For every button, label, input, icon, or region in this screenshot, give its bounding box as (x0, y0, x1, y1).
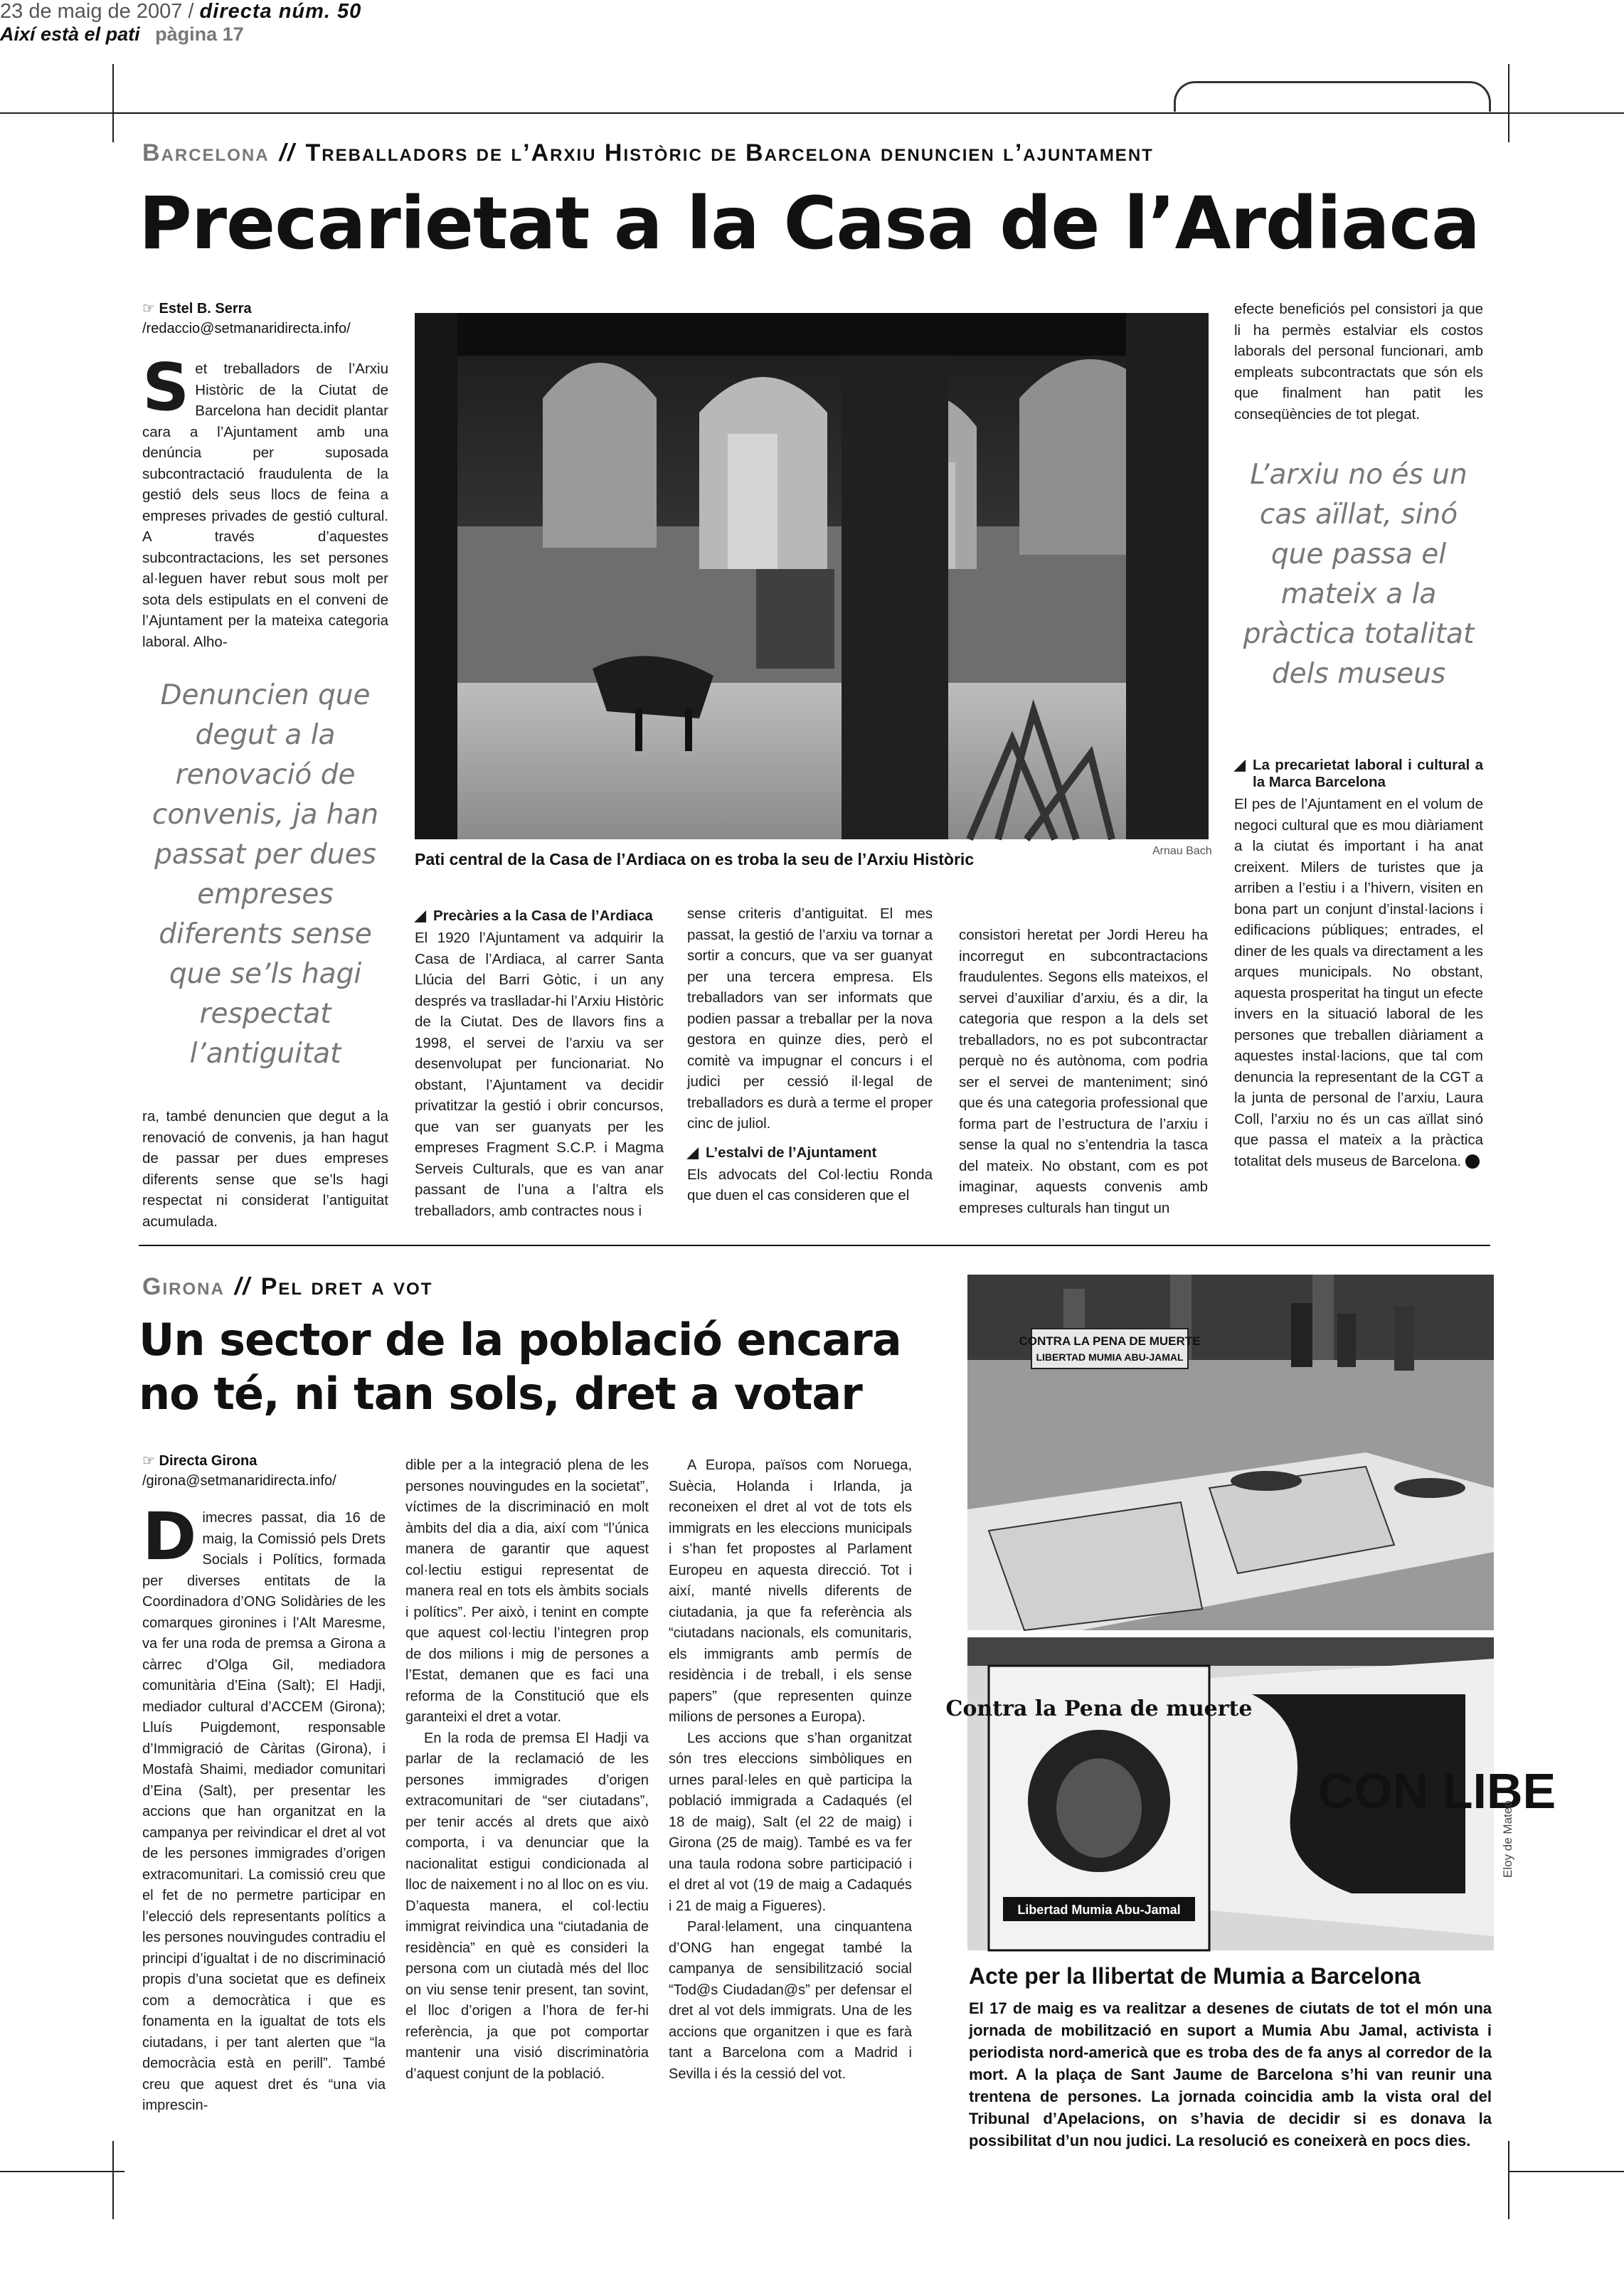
section-divider (139, 1245, 1490, 1246)
paragraph: sense criteris d’antiguitat. El mes passat, la gestió de l’arxiu va tornar a sortir a concurs, que va ser guanyat per una tercera empresa. Els treballadors van ser informats que podien passar a treballar per la nova gestora en quinze dies, però el comitè va impugnar el concurs i el judici per cessió il·legal de treballadors es durà a terme el proper cinc de juliol. (687, 905, 933, 1132)
article1-headline: Precarietat a la Casa de l’Ardiaca (139, 181, 1480, 266)
kicker-city: Barcelona (142, 139, 270, 166)
sidebar-text: El 17 de maig es va realitzar a desenes de ciutats de tot el món una jornada de mobilització en suport a Mumia Abu Jamal, activista i periodista nord-americà que es troba des de fa anys al corredor de la mort. A la plaça de Sant Jaume de Barcelona s’hi van reunir una trentena de persones. La jornada coincidia amb la vista oral del Tribunal d’Apelacions, on s’havia de decidir si es donava la possibilitat d’un nou judici. La resolució es coneixerà en pocs dies. (969, 1999, 1492, 2149)
article2-col1 (142, 1499, 386, 2117)
crop-mark (1508, 2141, 1509, 2219)
crop-mark (112, 64, 114, 142)
article1-col4 (959, 925, 1208, 1218)
article1-col5-cont (1234, 753, 1483, 1171)
drop-cap: S (142, 349, 190, 425)
paragraph: A Europa, països com Noruega, Suècia, Holanda i Irlanda, ja reconeixen el dret al vot de tots els immigrats en les eleccions municipals i s’han fet propostes al Parlament Europeu en aquesta direcció. Tot i així, manté nivells diferents de ciutadania, ja que fa referència als “ciutadans nacionals, els comunitaris, els immigrants amb permís de residència i de treball, i els sense papers” (que representen quinze milions de persones a Europa). (669, 1457, 912, 1725)
paragraph: et treballadors de l’Arxiu Històric de la Ciutat de Barcelona han decidit plantar cara a l’Ajuntament amb una denúncia per suposada subcontractació fraudulenta de la gestió dels seus llocs de feina a empreses privades de gestió cultural. A través d’aquestes subcontractacions, les set persones al·leguen haver rebut sous molt per sota dels estipulats en el conveni de l’Ajuntament per la mateixa categoria laboral. Alho- (142, 361, 388, 650)
subhead-text: Precàries a la Casa de l’Ardiaca (433, 908, 653, 924)
triangle-icon: ◢ (687, 1144, 699, 1161)
subhead-text: L’estalvi de l’Ajuntament (706, 1144, 877, 1161)
paragraph: En la roda de premsa El Hadji va parlar de la reclamació de les persones immigrades d’origen extracomunitari de “ser ciutadans”, per tenir accés al drets que això comporta, i va denunciar que la nacionalitat estigui condicionada al lloc de naixement i no al lloc on es viu. D’aquesta manera, el col·lectiu immigrat reivindica una “ciutadania de residència” en què es consideri la persona com un ciutadà més del lloc on viu sense tenir present, tan sovint, el lloc d’origen a l’hora de fer-hi referència, ja que pot comportar mantenir una visió discriminatòria d’aquest conjunt de la població. (405, 1730, 649, 2082)
kicker-city: Girona (142, 1273, 225, 1300)
paragraph: Els advocats del Col·lectiu Ronda que duen el cas consideren que el (687, 1166, 933, 1203)
protest-square-illustration (967, 1275, 1494, 1630)
article2-col3 (669, 1455, 912, 2085)
kicker-topic: Pel dret a vot (260, 1273, 433, 1300)
kicker-topic: Treballadors de l’Arxiu Històric de Barcelona denuncien l’ajuntament (305, 139, 1154, 166)
author-email[interactable]: /redaccio@setmanaridirecta.info/ (142, 321, 351, 336)
section-tab (1174, 81, 1491, 112)
courtyard-illustration (415, 313, 1209, 839)
banner-fragment-text: CON LIBE (1317, 1763, 1556, 1819)
photo-credit: Eloy de Mateo (1501, 1800, 1514, 1878)
page-number: pàgina 17 (155, 23, 244, 45)
article1-col1 (142, 349, 388, 652)
header-rule (114, 112, 1508, 114)
protest-photo-square (967, 1275, 1494, 1630)
crop-mark (1508, 64, 1509, 142)
paragraph: consistori heretat per Jordi Hereu ha incorregut en subcontractacions fraudulentes. Segons ells mateixos, el servei d’auxiliar d’arxiu, és a dir, la categoria que respon a la dels set treballadors, no es pot subcontractar perquè no és autònoma, com podria ser el servei de manteniment; sinó que és una categoria professional que forma part de l’estructura de l’arxiu i sense la qual no s’entendria la tasca del mateix. No obstant, com es pot imaginar, aquests convenis amb empreses culturals han tingut un (959, 927, 1208, 1216)
banner-text: CONTRA LA PENA DE MUERTE (1019, 1334, 1201, 1348)
kicker-separator: // (279, 139, 296, 166)
poster-caption-text: Libertad Mumia Abu-Jamal (1017, 1903, 1181, 1917)
article2-byline (142, 1451, 391, 1491)
article1-kicker (142, 139, 1154, 167)
subhead (1234, 757, 1483, 791)
crop-mark (1508, 2171, 1624, 2172)
paragraph: El pes de l’Ajuntament en el volum de negoci cultural que es mou diàriament a la ciutat és important i ha anat creixent. Milers de turistes que ja arriben a l’estiu i a l’hivern, visiten en bona part un conjunt d’instal·lacions i edificacions públiques; entrades, el diner de les quals va directament a les arques municipals. No obstant, aquesta prosperitat ha tingut un efecte invers en la situació laboral de les persones que treballen diàriament a aquestes instal·lacions, que tal com denuncia la representant de la CGT a la junta de personal de l’arxiu, Laura Coll, l’arxiu no és un cas aïllat sinó que passa el mateix a la pràctica totalitat dels museus de Barcelona. (1234, 796, 1483, 1169)
crop-mark (0, 2171, 124, 2172)
section-name: Així està el pati (0, 23, 140, 45)
paragraph: efecte beneficiós pel consistori ja que li ha permès estalviar els costos laborals del personal funcionari, amb empleats subcontractats que són els que finalment han patit les conseqüències de tot plegat. (1234, 301, 1483, 422)
subhead-text: La precarietat laboral i cultural a la Marca Barcelona (1253, 757, 1483, 790)
kicker-separator: // (234, 1273, 251, 1300)
paragraph: Paral·lelament, una cinquantena d’ONG han engegat també la campanya de sensibilització social “Tod@s Ciudadan@s” per defensar el dret al vot dels immigrats. Una de les accions que organitzen i que es farà tant a Barcelona com a Madrid i Sevilla i és la cessió del vot. (669, 1919, 912, 2082)
article1-col3 (687, 903, 933, 1206)
paragraph: dible per a la integració plena de les persones nouvingudes en la societat”, víctimes de la discriminació en molt àmbits del dia a dia, així com “l’única manera de garantir que aquest col·lectiu estigui representat de manera real en tots els àmbits socials i polítics”. Per això, i tenint en compte que aquest col·lectiu l’integren prop de dos milions i mig de persones a l’Estat, demanen que es faci una reforma de la Constitució que els garanteixi el dret a votar. (405, 1457, 649, 1725)
photo-caption: Pati central de la Casa de l’Ardiaca on es troba la seu de l’Arxiu Històric (415, 850, 975, 868)
crop-mark (0, 112, 124, 114)
article1-byline (142, 299, 391, 339)
page-header-left (0, 0, 1624, 23)
author-email[interactable]: /girona@setmanaridirecta.info/ (142, 1473, 336, 1489)
end-of-article-icon (1465, 1154, 1480, 1169)
article2-kicker (142, 1273, 432, 1301)
headline-line: Un sector de la població encara (139, 1314, 901, 1366)
triangle-icon: ◢ (415, 908, 426, 924)
article2-col2 (405, 1455, 649, 2085)
paragraph: ra, també denuncien que degut a la renovació de convenis, ja han hagut de passar per dues empreses diferents sense que se’ls hagi respectat ni considerat l’antiguitat acumulada. (142, 1108, 388, 1230)
courtyard-photo (415, 313, 1209, 839)
author-name: Estel B. Serra (159, 301, 252, 317)
article2-headline (139, 1313, 901, 1421)
crop-mark (112, 2141, 114, 2219)
paragraph: imecres passat, dia 16 de maig, la Comissió pels Drets Socials i Polítics, formada per diverses entitats de la Coordinadora d’ONG Solidàries de les comarques gironines i l’Alt Maresme, va fer una roda de premsa a Girona a càrrec d’Olga Gil, mediadora comunitària d’Eina (Salt); El Hadji, mediador cultural d’ACCEM (Girona); Lluís Puigdemont, responsable d’Immigració de Càritas (Girona), i Mostafà Shaimi, mediador comunitari d’Eina (Salt), per presentar les accions que han organitzat en la campanya per reivindicar el dret al vot de les persones immigrades d’origen extracomunitari. La comissió creu que el fet de no permetre participar en l’elecció dels representants polítics a les persones nouvingudes contradiu el principi d’igualtat i de no discriminació propis d’una societat que es defineix com a democràtica i que es fonamenta en la igualtat de tots els ciutadans, i per tant alerten que “la democràcia està en perill”. També creu que aquest dret és “una via imprescin- (142, 1510, 386, 2113)
drop-cap: D (142, 1499, 197, 1575)
photo-credit: Arnau Bach (1152, 845, 1212, 857)
magazine-name: directa núm. 50 (199, 0, 362, 23)
article1-col5 (1234, 299, 1483, 425)
pointing-hand-icon: ☞ (142, 1453, 155, 1469)
page-header-right (0, 23, 1624, 46)
crop-mark (1508, 112, 1624, 114)
pointing-hand-icon: ☞ (142, 301, 155, 317)
article1-col1-cont (142, 1106, 388, 1232)
issue-date: 23 de maig de 2007 / (0, 0, 194, 23)
banner-sub: LIBERTAD MUMIA ABU-JAMAL (1036, 1351, 1184, 1363)
article1-col2 (415, 903, 664, 1221)
subhead (687, 1144, 933, 1162)
paragraph: Les accions que s’han organitzat són tres eleccions simbòliques en urnes paral·leles en què participa la població immigrada a Cadaqués (el 18 de maig), Salt (el 22 de maig) i Girona (25 de maig). També es va fer una taula rodona sobre participació i el dret al vot (19 de maig a Cadaqués i 21 de maig a Figueres). (669, 1730, 912, 1914)
paragraph: El 1920 l’Ajuntament va adquirir la Casa de l’Ardiaca, al carrer Santa Llúcia del Barri Gòtic, i un any després va traslladar-hi l’Arxiu Històric de la Ciutat. Des de llavors fins a 1998, el servei de l’arxiu va ser desenvolupat per funcionariat. No obstant, l’Ajuntament va decidir privatitzar la gestió i obrir concursos, que van ser guanyats per les empreses Fragment S.C.P. i Magma Serveis Culturals, que es van anar passant de l’una a l’altra els treballadors, amb contractes nous i (415, 930, 664, 1219)
poster-title-text: Contra la Pena de muerte (945, 1696, 1253, 1721)
subhead (415, 908, 664, 925)
triangle-icon: ◢ (1234, 757, 1246, 773)
author-name: Directa Girona (159, 1453, 258, 1469)
pullquote: Denuncien que degut a la renovació de convenis, ja han passat per dues empreses diferents sense que se’ls hagi respectat l’antiguitat (152, 679, 379, 1070)
headline-line: no té, ni tan sols, dret a votar (139, 1368, 862, 1420)
sidebar-title: Acte per la llibertat de Mumia a Barcelona (969, 1963, 1421, 1989)
pullquote: L’arxiu no és un cas aïllat, sinó que passa el mateix a la pràctica totalitat dels museus (1243, 459, 1475, 690)
